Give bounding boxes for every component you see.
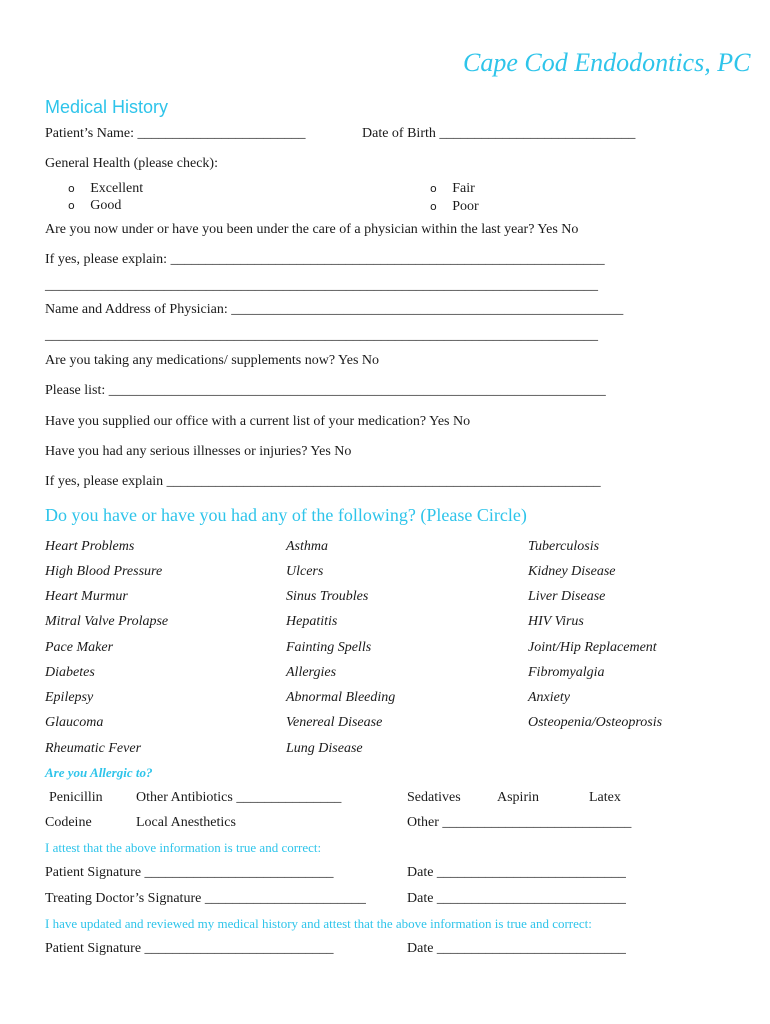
condition-item[interactable]: Abnormal Bleeding [286,690,396,705]
health-option-label: Poor [452,199,479,214]
medication-list-field[interactable]: Please list: _______________________________________________________________________ [45,383,606,398]
radio-circle-icon: o [68,199,75,212]
condition-item[interactable]: Fainting Spells [286,640,372,655]
attestation-statement: I attest that the above information is true and correct: [45,840,322,855]
condition-item[interactable]: Tuberculosis [528,539,600,554]
condition-item[interactable]: Heart Murmur [45,589,128,604]
condition-item[interactable]: High Blood Pressure [45,564,163,579]
illness-explain-field[interactable]: If yes, please explain ______________________________________________________________ [45,474,601,489]
condition-item[interactable]: Mitral Valve Prolapse [45,614,169,629]
section-title: Medical History [45,97,169,117]
allergy-other-field[interactable]: Other ___________________________ [407,815,632,830]
condition-item[interactable]: Rheumatic Fever [45,741,142,756]
general-health-label: General Health (please check): [45,156,218,171]
allergy-penicillin[interactable]: Penicillin [49,790,103,805]
condition-item[interactable]: Lung Disease [286,741,363,756]
health-option-label: Good [90,198,122,213]
health-option-label: Excellent [90,181,144,196]
serious-illness-question[interactable]: Have you had any serious illnesses or injuries? Yes No [45,444,352,459]
doctor-signature-date-field[interactable]: Date ___________________________ [407,891,626,906]
signature-date-field[interactable]: Date ___________________________ [407,865,626,880]
medications-question[interactable]: Are you taking any medications/ supplements now? Yes No [45,353,380,368]
health-option-fair[interactable] [430,181,475,197]
update-date-field[interactable]: Date ___________________________ [407,941,626,956]
condition-item[interactable]: Epilepsy [45,690,94,705]
condition-item[interactable]: Asthma [286,539,328,554]
condition-item[interactable]: Ulcers [286,564,324,579]
patient-name-field[interactable]: Patient’s Name: ________________________ [45,126,306,141]
health-option-label: Fair [452,181,475,196]
allergy-other-antibiotics[interactable]: Other Antibiotics _______________ [136,790,342,805]
allergy-sedatives[interactable]: Sedatives [407,790,461,805]
update-attestation-statement: I have updated and reviewed my medical history and attest that the above information is true and correct: [45,916,592,931]
condition-item[interactable]: Joint/Hip Replacement [528,640,657,655]
radio-circle-icon: o [430,200,437,213]
allergy-latex[interactable]: Latex [589,790,621,805]
patient-signature-field[interactable]: Patient Signature ___________________________ [45,865,334,880]
allergy-aspirin[interactable]: Aspirin [497,790,539,805]
condition-item[interactable]: Osteopenia/Osteoprosis [528,715,663,730]
physician-explain-field[interactable]: If yes, please explain: ______________________________________________________________ [45,252,605,267]
condition-item[interactable]: Anxiety [528,690,570,705]
condition-item[interactable]: Sinus Troubles [286,589,369,604]
physician-care-question[interactable]: Are you now under or have you been under the care of a physician within the last year? Yes No [45,222,579,237]
condition-item[interactable]: Diabetes [45,665,95,680]
blank-line[interactable]: _______________________________________________________________________________ [45,278,598,293]
allergy-codeine[interactable]: Codeine [45,815,92,830]
condition-item[interactable]: Liver Disease [528,589,606,604]
condition-item[interactable]: Kidney Disease [528,564,616,579]
date-of-birth-field[interactable]: Date of Birth ____________________________ [362,126,636,141]
allergic-heading: Are you Allergic to? [45,765,153,780]
radio-circle-icon: o [68,182,75,195]
condition-item[interactable]: Hepatitis [286,614,338,629]
radio-circle-icon: o [430,182,437,195]
doctor-signature-field[interactable]: Treating Doctor’s Signature _______________________ [45,891,366,906]
condition-item[interactable]: Allergies [286,665,337,680]
condition-item[interactable]: Fibromyalgia [528,665,605,680]
medication-list-supplied-question[interactable]: Have you supplied our office with a current list of your medication? Yes No [45,414,471,429]
practice-name: Cape Cod Endodontics, PC [463,48,751,77]
condition-item[interactable]: Heart Problems [45,539,135,554]
blank-line[interactable]: _______________________________________________________________________________ [45,328,598,343]
condition-item[interactable]: Pace Maker [45,640,114,655]
condition-item[interactable]: Venereal Disease [286,715,383,730]
physician-name-address-field[interactable]: Name and Address of Physician: ________________________________________________________ [45,302,624,317]
condition-item[interactable]: Glaucoma [45,715,104,730]
health-option-poor[interactable] [430,199,479,215]
patient-signature-update-field[interactable]: Patient Signature ___________________________ [45,941,334,956]
health-option-excellent[interactable] [68,181,143,197]
health-option-good[interactable] [68,198,121,214]
allergy-local-anesthetics[interactable]: Local Anesthetics [136,815,236,830]
condition-item[interactable]: HIV Virus [528,614,584,629]
conditions-heading: Do you have or have you had any of the following? (Please Circle) [45,505,527,525]
